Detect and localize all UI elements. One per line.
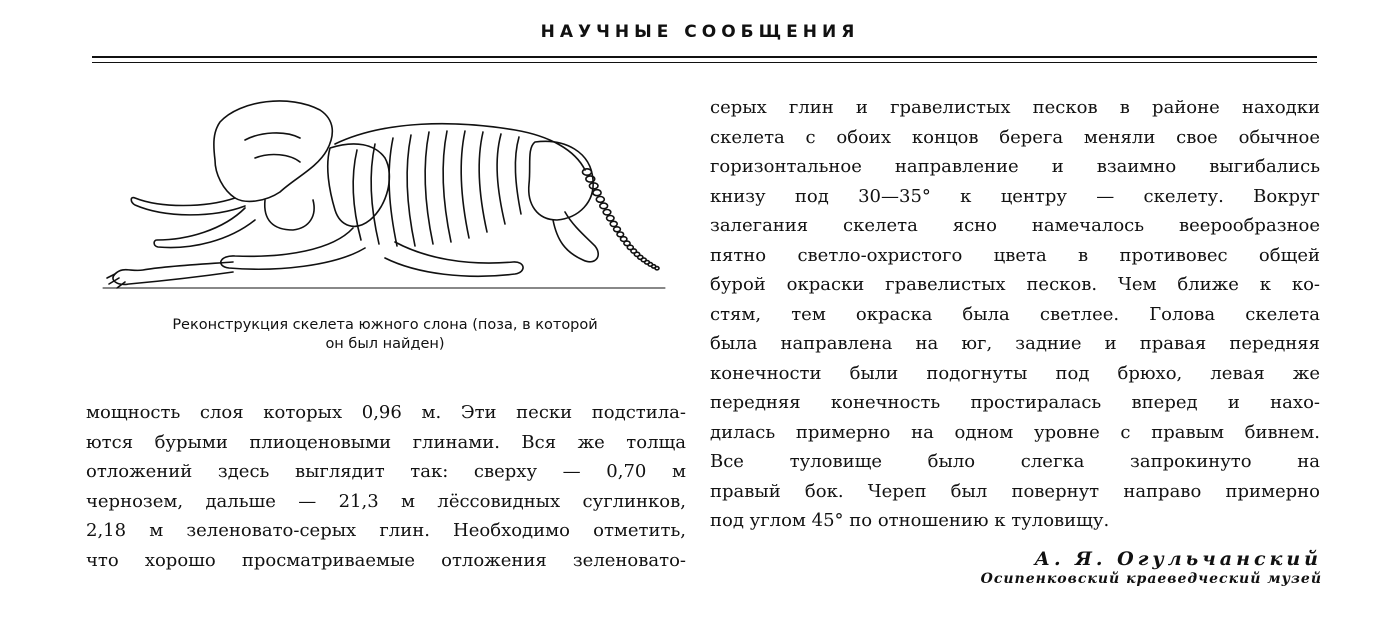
text-line: Все туловище было слегка запрокинуто на xyxy=(710,451,1320,472)
header-rule-thick xyxy=(92,56,1317,58)
text-line: горизонтальное направление и взаимно выгибались xyxy=(710,156,1320,177)
tail-vertebra xyxy=(600,203,608,209)
elephant-skeleton-illustration xyxy=(95,80,675,305)
right-column xyxy=(710,93,1320,536)
author-name: А. Я. Огульчанский xyxy=(1034,548,1322,570)
text-line: скелета с обоих концов берега меняли свое обычное xyxy=(710,126,1320,148)
figure-caption-line-2: он был найден) xyxy=(325,336,445,352)
text-line: книзу под 30—35° к центру — скелету. Вокруг xyxy=(710,185,1320,207)
text-line: чернозем, дальше — 21,3 м лёссовидных суглинков, xyxy=(86,490,686,512)
text-line: серых глин и гравелистых песков в районе находки xyxy=(710,97,1320,118)
author-affiliation: Осипенковский краеведческий музей xyxy=(980,571,1322,587)
tail-vertebra xyxy=(603,210,611,215)
figure-caption xyxy=(95,316,675,354)
tail-vertebra xyxy=(593,190,601,196)
left-column xyxy=(86,398,686,575)
text-line: ются бурыми плиоценовыми глинами. Вся же толща xyxy=(86,431,686,453)
text-line: была направлена на юг, задние и правая передняя xyxy=(710,333,1320,354)
text-line: передняя конечность простиралась вперед и нахо- xyxy=(710,392,1320,413)
tail-vertebra xyxy=(655,267,659,270)
text-line: бурой окраски гравелистых песков. Чем ближе к ко- xyxy=(710,274,1320,295)
tail-vertebra xyxy=(614,227,621,232)
tail-vertebra xyxy=(596,197,604,203)
text-line: мощность слоя которых 0,96 м. Эти пески подстила- xyxy=(86,402,686,423)
header-rule-thin xyxy=(92,62,1317,63)
text-line: отложений здесь выглядит так: сверху — 0,70 м xyxy=(86,461,686,482)
tail-vertebra xyxy=(610,221,617,226)
running-header: НАУЧНЫЕ СООБЩЕНИЯ xyxy=(540,22,860,42)
tail-vertebra xyxy=(607,216,614,221)
text-line: что хорошо просматриваемые отложения зеленовато- xyxy=(86,549,686,571)
text-line: 2,18 м зеленовато-серых глин. Необходимо отметить, xyxy=(86,520,686,541)
figure-caption-line-1: Реконструкция скелета южного слона (поза, в которой xyxy=(172,317,598,333)
text-line: залегания скелета ясно намечалось веерообразное xyxy=(710,215,1320,236)
text-line: правый бок. Череп был повернут направо примерно xyxy=(710,480,1320,502)
text-line: конечности были подогнуты под брюхо, левая же xyxy=(710,362,1320,384)
text-line: стям, тем окраска была светлее. Голова скелета xyxy=(710,303,1320,325)
text-line: пятно светло-охристого цвета в противовес общей xyxy=(710,244,1320,266)
text-line: под углом 45° по отношению к туловищу. xyxy=(710,510,1110,531)
text-line: дилась примерно на одном уровне с правым бивнем. xyxy=(710,421,1320,443)
tail-vertebra xyxy=(583,169,592,175)
